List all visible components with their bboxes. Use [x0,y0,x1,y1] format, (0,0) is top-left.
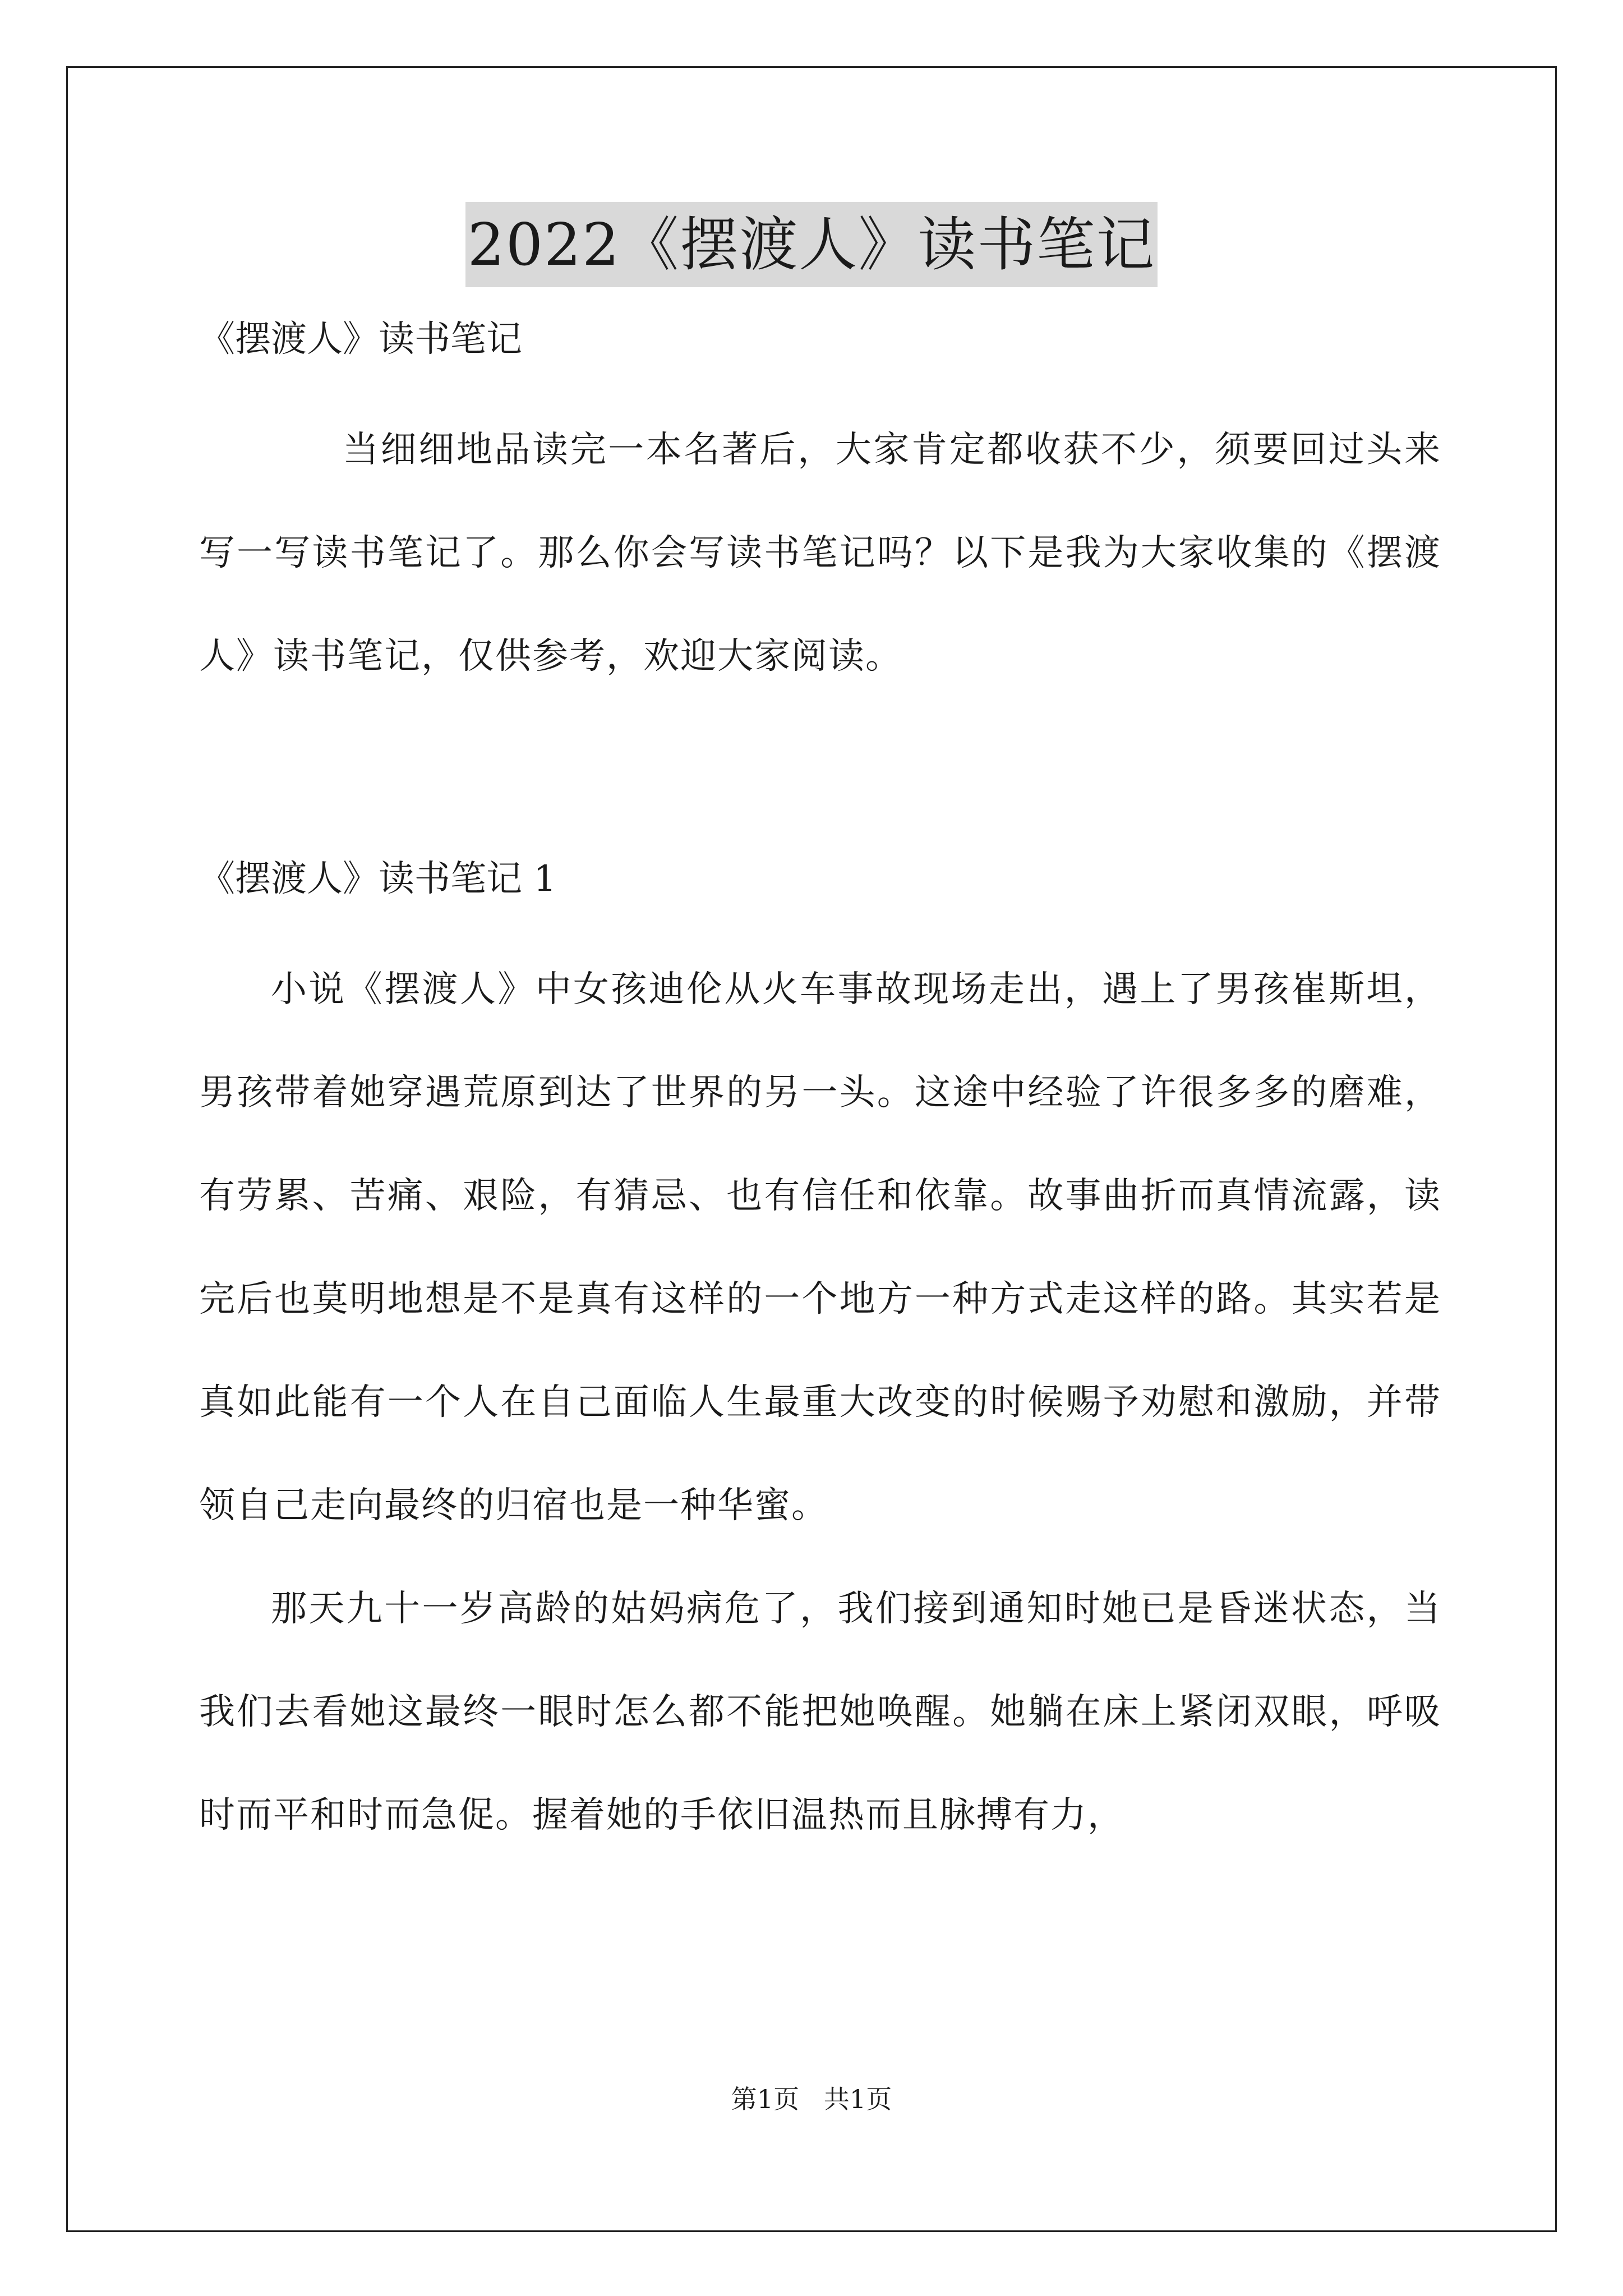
spacer [199,708,1441,854]
title-block [0,202,1623,287]
body-paragraph-2: 那天九十一岁高龄的姑妈病危了，我们接到通知时她已是昏迷状态，当我们去看她这最终一眼时怎么都不能把她唤醒。她躺在床上紧闭双眼，呼吸时而平和时而急促。握着她的手依旧温热而且脉搏有力， [199,1588,1441,1836]
document-title: 2022《摆渡人》读书笔记 [465,202,1158,287]
body-paragraph-1: 小说《摆渡人》中女孩迪伦从火车事故现场走出，遇上了男孩崔斯坦，男孩带着她穿遇荒原到达了世界的另一头。这途中经验了许很多多的磨难，有劳累、苦痛、艰险，有猜忌、也有信任和依靠。故事曲折而真情流露，读完后也莫明地想是不是真有这样的一个地方一种方式走这样的路。其实若是真如此能有一个人在自己面临人生最重大改变的时候赐予劝慰和激励，并带领自己走向最终的归宿也是一种华蜜。 [199,969,1441,1526]
subtitle-heading: 《摆渡人》读书笔记 [199,319,522,360]
page-footer: 第1页 共1页 [731,2084,892,2114]
spacer [199,904,1441,938]
spacer [199,365,1441,398]
intro-paragraph: 当细细地品读完一本名著后，大家肯定都收获不少，须要回过头来写一写读书笔记了。那么你会写读书笔记吗？以下是我为大家收集的《摆渡人》读书笔记，仅供参考，欢迎大家阅读。 [199,429,1441,677]
document-body [199,314,1441,1867]
section-heading: 《摆渡人》读书笔记 1 [199,858,557,900]
